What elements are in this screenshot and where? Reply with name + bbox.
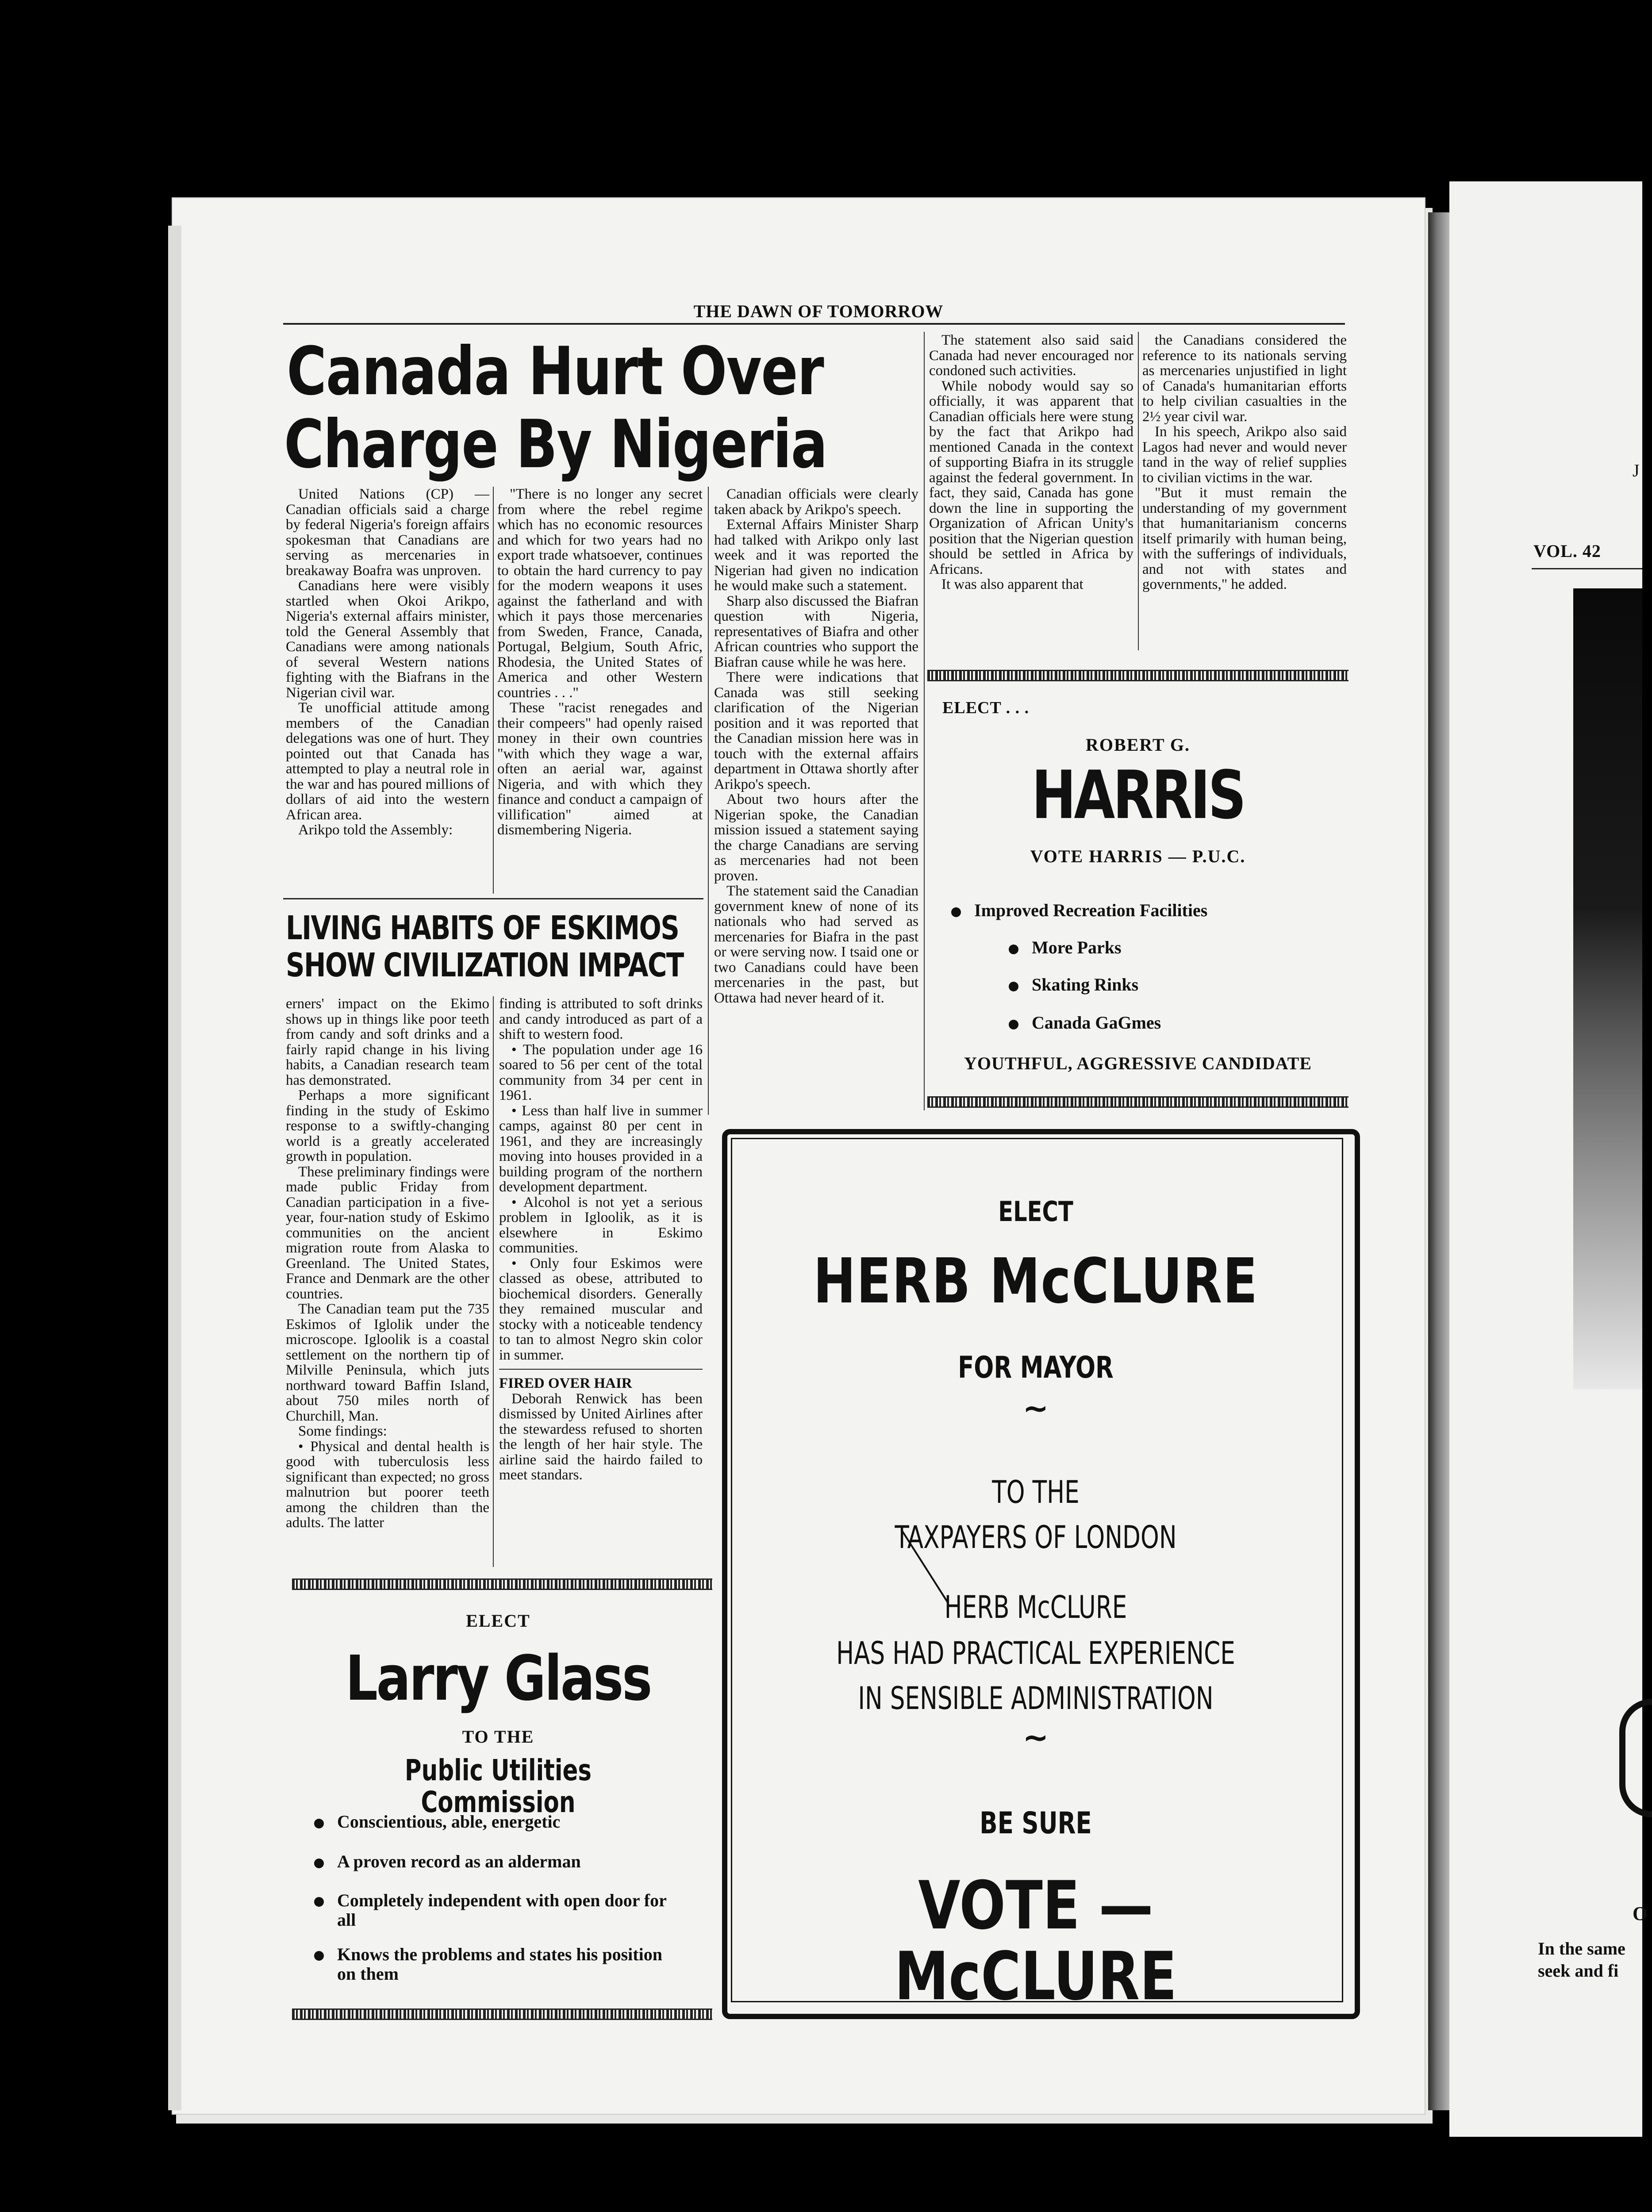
paragraph: "But it must remain the understanding of my government that humanitarianism concerns itself primarily with human being, with the sufferings of individuals, and not with states and governments," he added. [1142, 485, 1347, 592]
decorative-border [927, 1096, 1348, 1108]
bullet-icon [1009, 1020, 1018, 1029]
binding-gutter [1428, 212, 1450, 2110]
harris-point [951, 900, 1207, 921]
facing-page-text-line: In the same [1538, 1939, 1625, 1959]
mcclure-line2: HAS HAD PRACTICAL EXPERIENCE [836, 1635, 1235, 1671]
main-story-col5 [1142, 333, 1347, 592]
harris-point [1009, 1012, 1161, 1033]
main-headline-line1: Canada Hurt Over [287, 333, 824, 410]
eskimo-headline-line1: LIVING HABITS OF ESKIMOS [286, 909, 679, 947]
main-story-col4 [929, 333, 1133, 592]
glass-name: Larry Glass [345, 1643, 651, 1715]
harris-last-name: HARRIS [1031, 757, 1245, 834]
paragraph: • Alcohol is not yet a serious problem in Igloolik, as it is elsewhere in Eskimo communities. [499, 1194, 703, 1256]
facing-page-vol: VOL. 42 [1533, 541, 1601, 561]
glass-point-text: Knows the problems and states his position on them [337, 1944, 662, 1984]
harris-point-text: Improved Recreation Facilities [974, 900, 1208, 920]
column-rule [1138, 332, 1139, 650]
wave-icon: ~ [1022, 1719, 1049, 1755]
paragraph: • Less than half live in summer camps, against 80 per cent in 1961, and they are increasingly moving into houses provided in a building program of the northern development department. [499, 1102, 703, 1195]
glass-to-the: TO THE [462, 1727, 534, 1747]
facing-page-fragment: O [1633, 1903, 1648, 1924]
paragraph: "There is no longer any secret from where the rebel regime which has no economic resources and which for two years had no export trade whatsoever, continues to obtain the hard currency to pay for the modern weapons it uses against the fatherland and with which it pays those mercenaries from Sweden, France, Canada, Portugal, Belgium, South Afric, Rhodesia, the United States of America and other Western countries . . ." [497, 486, 703, 701]
glass-point-text: A proven record as an alderman [337, 1851, 581, 1871]
bullet-icon [314, 1951, 324, 1961]
bullet-icon [951, 907, 961, 917]
glass-elect: ELECT [466, 1611, 530, 1631]
harris-point-text: Canada GaGmes [1032, 1013, 1161, 1033]
paragraph: • Physical and dental health is good with tuberculosis less significant than expected; no gross malnutrion but poorer teeth among the children than the adults. The latter [286, 1438, 489, 1531]
bullet-icon [1009, 982, 1018, 991]
main-story-col1 [286, 487, 489, 838]
facing-page-text-fragment: J [1633, 461, 1640, 480]
paragraph: • The population under age 16 soared to 56 per cent of the total community from 34 per cent in 1961. [499, 1041, 703, 1103]
paragraph: While nobody would say so officially, it was apparent that Canadian officials here were stung by the fact that Arikpo had mentioned Canada in the context of supporting Biafra in its struggle against the federal government. In fact, they said, Canada has gone down the line in supporting the Organization of African Unity's position that the Nigerian question should be settled in Africa by Africans. [929, 378, 1133, 577]
harris-ad [927, 685, 1348, 1092]
paragraph: The Canadian team put the 735 Eskimos of Iglolik under the microscope. Igloolik is a coastal settlement on the northern tip of Milville Peninsula, which juts northward toward Baffin Island, about 750 miles north of Churchill, Man. [286, 1301, 489, 1424]
paragraph: Arikpo told the Assembly: [298, 822, 453, 838]
paragraph: • Only four Eskimos were classed as obese, attributed to biochemical disorders. Generally they remained muscular and stocky with a noticeable tendency to tan to almost Negro skin color in summer. [499, 1255, 703, 1363]
paragraph: Canadian officials were clearly taken aback by Arikpo's speech. [714, 486, 918, 518]
mcclure-ad [731, 1138, 1341, 2015]
page-edge [168, 226, 181, 2110]
mcclure-for-mayor: FOR MAYOR [958, 1350, 1114, 1385]
harris-elect: ELECT . . . [942, 699, 1030, 717]
glass-point-text: Completely independent with open door for all [337, 1890, 667, 1930]
mcclure-to-the: TO THE [992, 1474, 1080, 1510]
glass-point [314, 1891, 677, 1930]
facing-page-text-line: seek and fi [1538, 1961, 1619, 1981]
glass-point [314, 1811, 560, 1832]
masthead: THE DAWN OF TOMORROW [693, 301, 944, 321]
column-rule [493, 487, 494, 894]
mcclure-be-sure: BE SURE [980, 1806, 1092, 1841]
column-rule [493, 996, 494, 1567]
decorative-border [292, 2008, 712, 2020]
paragraph: erners' impact on the Ekimo shows up in things like poor teeth from candy and soft drinks and a fairly rapid change in his living habits, a Canadian research team has demonstrated. [286, 996, 489, 1088]
harris-point-text: Skating Rinks [1032, 975, 1139, 995]
paragraph: United Nations (CP) — Canadian officials said a charge by federal Nigeria's foreign affairs spokesman that Canadians are serving as mercenaries in breakaway Boafra was unproven. [286, 486, 489, 579]
harris-point [1009, 974, 1138, 995]
paragraph: Deborah Renwick has been dismissed by United Airlines after the stewardess refused to shorten the length of her hair style. The airline said the hairdo failed to meet standars. [499, 1390, 703, 1483]
glass-ad [286, 1593, 711, 2008]
bullet-icon [314, 1859, 324, 1868]
column-rule [708, 487, 709, 1115]
paragraph: These preliminary findings were made public Friday from Canadian participation in a five-year, four-nation study of Eskimo communities on the ancient migration route from Alaska to Greenland. The United States, France and Denmark are the other countries. [286, 1164, 489, 1302]
mcclure-taxpayers: TAXPAYERS OF LONDON [895, 1519, 1177, 1555]
harris-first-name: ROBERT G. [1086, 735, 1190, 755]
paragraph: Te unofficial attitude among members of the Canadian delegations was one of hurt. They pointed out that Canada has attempted to play a neutral role in the war and has poured millions of dollars of aid into the western African area. [286, 700, 489, 823]
harris-point-text: More Parks [1032, 937, 1122, 957]
paragraph: the Canadians considered the reference to its nationals serving as mercenaries unjustified in light of Canada's humanitarian efforts to help civilian casualties in the 2½ year civil war. [1142, 332, 1347, 425]
mcclure-elect: ELECT [998, 1195, 1073, 1228]
decorative-border [927, 670, 1348, 681]
mcclure-line1: HERB McCLURE [944, 1589, 1127, 1625]
harris-tagline: YOUTHFUL, AGGRESSIVE CANDIDATE [964, 1053, 1312, 1073]
paragraph: External Affairs Minister Sharp had talked with Arikpo only last week and it was reported the Nigerian had given no indication he would make such a statement. [714, 517, 918, 594]
paragraph: The statement also said said Canada had never encouraged nor condoned such activities. [929, 332, 1133, 379]
paragraph: These "racist renegades and their compeers" had openly raised money in their own countries "with which they wage a war, often an aerial war, against Nigeria, and with which they finance and conduct a campaign of villification" aimed at dismembering Nigeria. [497, 700, 703, 838]
paragraph: Canadians here were visibly startled when Okoi Arikpo, Nigeria's external affairs minister, told the General Assembly that Canadians were among nationals of several Western nations fighting with the Biafrans in the Nigerian civil war. [286, 578, 489, 701]
fired-over-hair-head: FIRED OVER HAIR [499, 1375, 632, 1391]
paragraph: Perhaps a more significant finding in the study of Eskimo response to a swiftly-changing world is a greatly accelerated growth in population. [286, 1087, 489, 1164]
paragraph: In his speech, Arikpo also said Lagos had never and would never tand in the way of relief supplies to civilian victims in the war. [1142, 424, 1347, 486]
paragraph: The statement said the Canadian government knew of none of its nationals who had served as mercenaries for Biafra in the past or were serving now. I tsaid one or two Canadians could have been mercenaries in the past, but Ottawa had never heard of it. [714, 883, 918, 1006]
main-story-col3 [714, 487, 918, 1006]
harris-vote: VOTE HARRIS — P.U.C. [1030, 846, 1246, 866]
paragraph: It was also apparent that [941, 576, 1083, 592]
facing-page-ornament [1619, 1699, 1652, 1817]
subhead-rule [499, 1369, 703, 1370]
mcclure-vote: VOTE — McCLURE [894, 1867, 1177, 2015]
bullet-icon [314, 1819, 324, 1828]
glass-office: Public Utilities Commission [404, 1753, 592, 1819]
paragraph: There were indications that Canada was still seeking clarification of the Nigerian position and it was reported that the Canadian mission here was in touch with the external affairs department in Ottawa shortly after Arikpo's speech. [714, 669, 918, 792]
section-rule [283, 898, 703, 899]
paragraph: Some findings: [298, 1423, 387, 1439]
decorative-border [292, 1578, 712, 1590]
paragraph: Sharp also discussed the Biafran question with Nigeria, representatives of Biafra and other African countries who support the Biafran cause while he was here. [714, 593, 918, 670]
facing-page-illustration [1573, 588, 1642, 1389]
bullet-icon [1009, 945, 1018, 954]
glass-point-text: Conscientious, able, energetic [337, 1812, 561, 1832]
paragraph: finding is attributed to soft drinks and candy introduced as part of a shift to western food. [499, 996, 703, 1042]
harris-point [1009, 937, 1122, 958]
bullet-icon [314, 1897, 324, 1907]
wave-icon: ~ [1022, 1390, 1049, 1426]
mcclure-name: HERB McCLURE [813, 1245, 1258, 1317]
paragraph: About two hours after the Nigerian spoke, the Canadian mission issued a statement saying the charge Canadians are serving as mercenaries had not been proven. [714, 791, 918, 884]
column-rule [924, 332, 925, 1110]
main-headline-line2: Charge By Nigeria [284, 406, 827, 483]
glass-point [314, 1945, 677, 1984]
facing-page-rule [1532, 568, 1642, 569]
mcclure-line3: IN SENSIBLE ADMINISTRATION [858, 1680, 1214, 1717]
masthead-rule [283, 323, 1345, 325]
main-story-col2 [497, 487, 703, 838]
facing-page-text [1538, 1938, 1625, 1982]
eskimo-story-col1 [286, 996, 489, 1531]
eskimo-story-col2 [499, 996, 703, 1483]
glass-point [314, 1851, 581, 1872]
eskimo-headline-line2: SHOW CIVILIZATION IMPACT [286, 946, 684, 984]
